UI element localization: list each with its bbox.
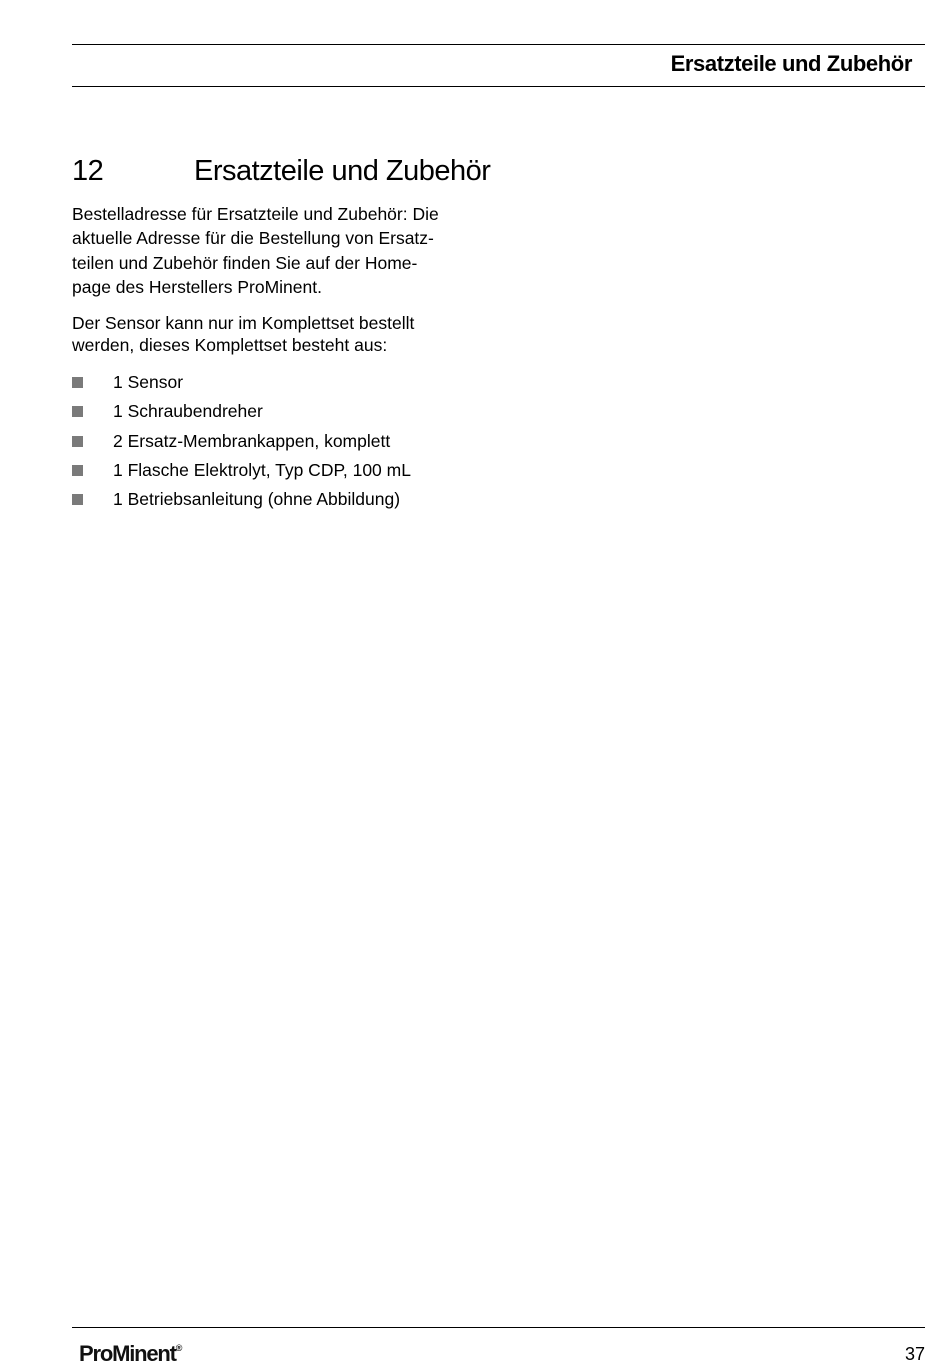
- logo-wordmark: ProMinent: [79, 1341, 176, 1366]
- paragraph-line: Bestelladresse für Ersatzteile und Zubehör: Die: [72, 204, 439, 224]
- square-bullet-icon: [72, 436, 83, 447]
- list-item-text: 1 Flasche Elektrolyt, Typ CDP, 100 mL: [113, 459, 411, 480]
- square-bullet-icon: [72, 377, 83, 388]
- registered-mark: ®: [175, 1343, 183, 1353]
- list-item-text: 1 Sensor: [113, 372, 184, 392]
- square-bullet-icon: [72, 465, 83, 476]
- square-bullet-icon: [72, 406, 83, 417]
- paragraph-line: teilen und Zubehör finden Sie auf der Home-: [72, 252, 418, 273]
- list-item: [72, 399, 411, 428]
- header-top-rule: [72, 44, 925, 45]
- header-bottom-rule: [72, 86, 925, 87]
- list-item: [72, 487, 411, 516]
- page-number: 37: [904, 1344, 925, 1364]
- paragraph-line: Der Sensor kann nur im Komplettset bestellt: [72, 313, 415, 333]
- running-header-title: Ersatzteile und Zubehör: [670, 51, 912, 76]
- list-item: [72, 370, 411, 399]
- section-title: Ersatzteile und Zubehör: [194, 155, 491, 187]
- footer-rule: [72, 1327, 925, 1328]
- order-address-paragraph: [72, 202, 492, 299]
- kit-intro-paragraph: [72, 312, 492, 356]
- section-number: 12: [72, 155, 104, 187]
- square-bullet-icon: [72, 494, 83, 505]
- prominent-logo: [79, 1341, 182, 1367]
- list-item: [72, 458, 411, 487]
- list-item-text: 1 Schraubendreher: [113, 401, 263, 422]
- paragraph-line: werden, dieses Komplettset besteht aus:: [72, 335, 388, 355]
- list-item: [72, 429, 411, 458]
- section-heading: [72, 155, 490, 188]
- paragraph-line: aktuelle Adresse für die Bestellung von Ersatz-: [72, 228, 434, 249]
- list-item-text: 1 Betriebsanleitung (ohne Abbildung): [113, 489, 401, 510]
- kit-contents-list: [72, 370, 411, 516]
- list-item-text: 2 Ersatz-Membrankappen, komplett: [113, 430, 391, 451]
- paragraph-line: page des Herstellers ProMinent.: [72, 276, 322, 297]
